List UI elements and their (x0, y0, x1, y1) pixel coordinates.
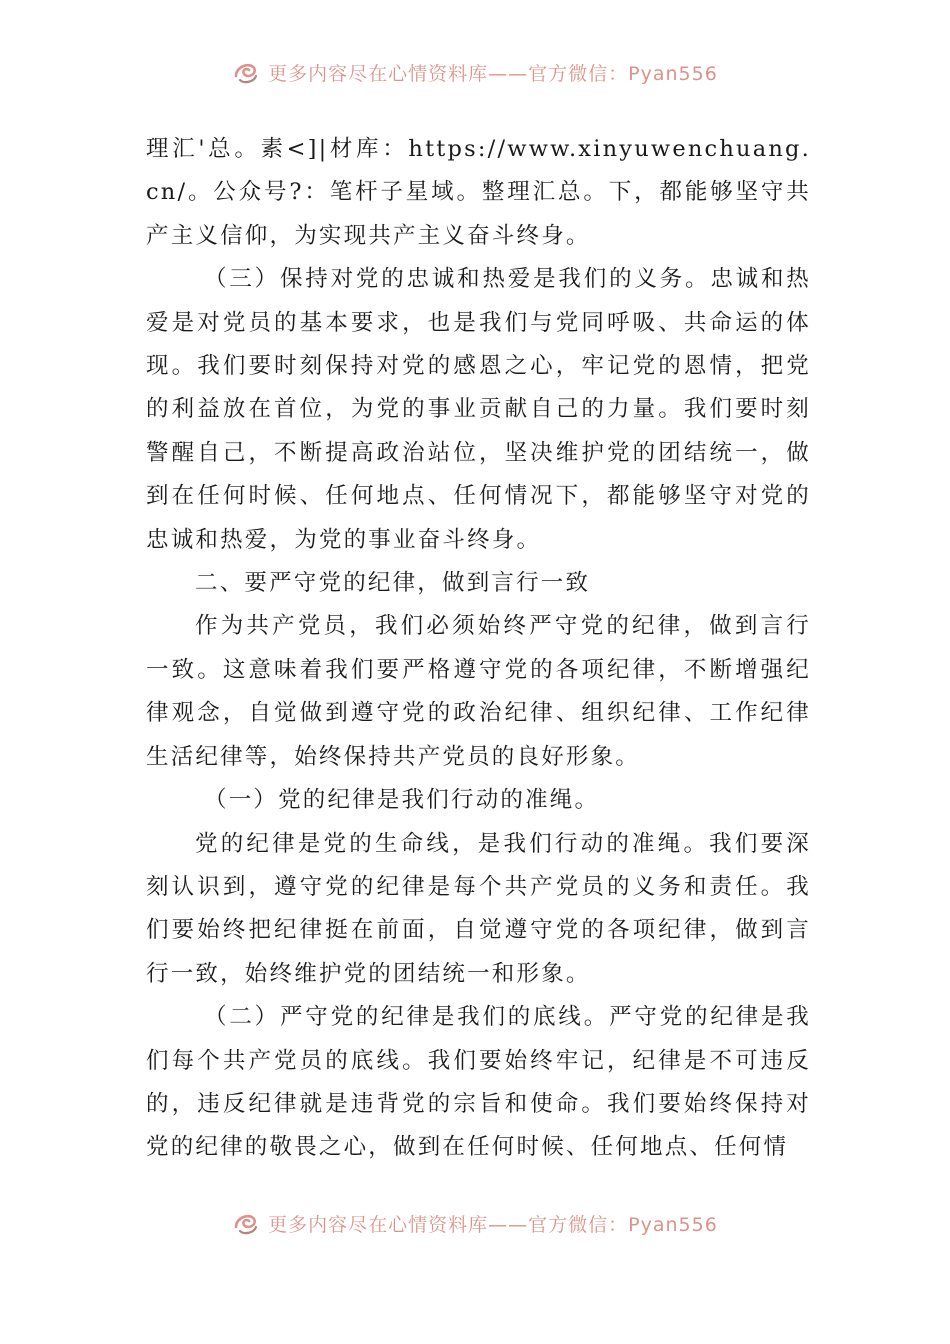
swirl-logo-icon (232, 1209, 260, 1237)
swirl-logo-icon (232, 58, 260, 86)
section-heading-two: 二、要严守党的纪律，做到言行一致 (195, 570, 591, 597)
subheading-one: （一）党的纪律是我们行动的准绳。 (204, 787, 600, 814)
document-body (146, 128, 811, 1170)
footer-watermark (0, 1203, 950, 1243)
paragraph-continuation: 理汇'总。素<]|材库：https://www.xinyuwenchuang.cn/。公众号?：笔杆子星域。整理汇总。下，都能够坚守共产主义信仰，为实现共产主义奋斗终身。 (146, 136, 811, 249)
paragraph-discipline-intro: 作为共产党员，我们必须始终严守党的纪律，做到言行一致。这意味着我们要严格遵守党的各项纪律，不断增强纪律观念，自觉做到遵守党的政治纪律、组织纪律、工作纪律生活纪律等，始终保持共产党员的良好形象。 (146, 613, 811, 770)
paragraph-discipline-lifeline: 党的纪律是党的生命线，是我们行动的准绳。我们要深刻认识到，遵守党的纪律是每个共产党员的义务和责任。我们要始终把纪律挺在前面，自觉遵守党的各项纪律，做到言行一致，始终维护党的团结统一和形象。 (146, 830, 811, 987)
footer-watermark-text: 更多内容尽在心情资料库——官方微信：Pyan556 (268, 1213, 718, 1236)
paragraph-section-three: （三）保持对党的忠诚和热爱是我们的义务。忠诚和热爱是对党员的基本要求，也是我们与党同呼吸、共命运的体现。我们要时刻保持对党的感恩之心，牢记党的恩情，把党的利益放在首位，为党的事业贡献自己的力量。我们要时刻警醒自己，不断提高政治站位，坚决维护党的团结统一，做到在任何时候、任何地点、任何情况下，都能够坚守对党的忠诚和热爱，为党的事业奋斗终身。 (146, 266, 811, 553)
header-watermark-text: 更多内容尽在心情资料库——官方微信：Pyan556 (268, 62, 718, 85)
header-watermark (0, 52, 950, 92)
paragraph-bottom-line: （二）严守党的纪律是我们的底线。严守党的纪律是我们每个共产党员的底线。我们要始终牢记，纪律是不可违反的，违反纪律就是违背党的宗旨和使命。我们要始终保持对党的纪律的敬畏之心，做到在任何时候、任何地点、任何情 (146, 1004, 811, 1161)
